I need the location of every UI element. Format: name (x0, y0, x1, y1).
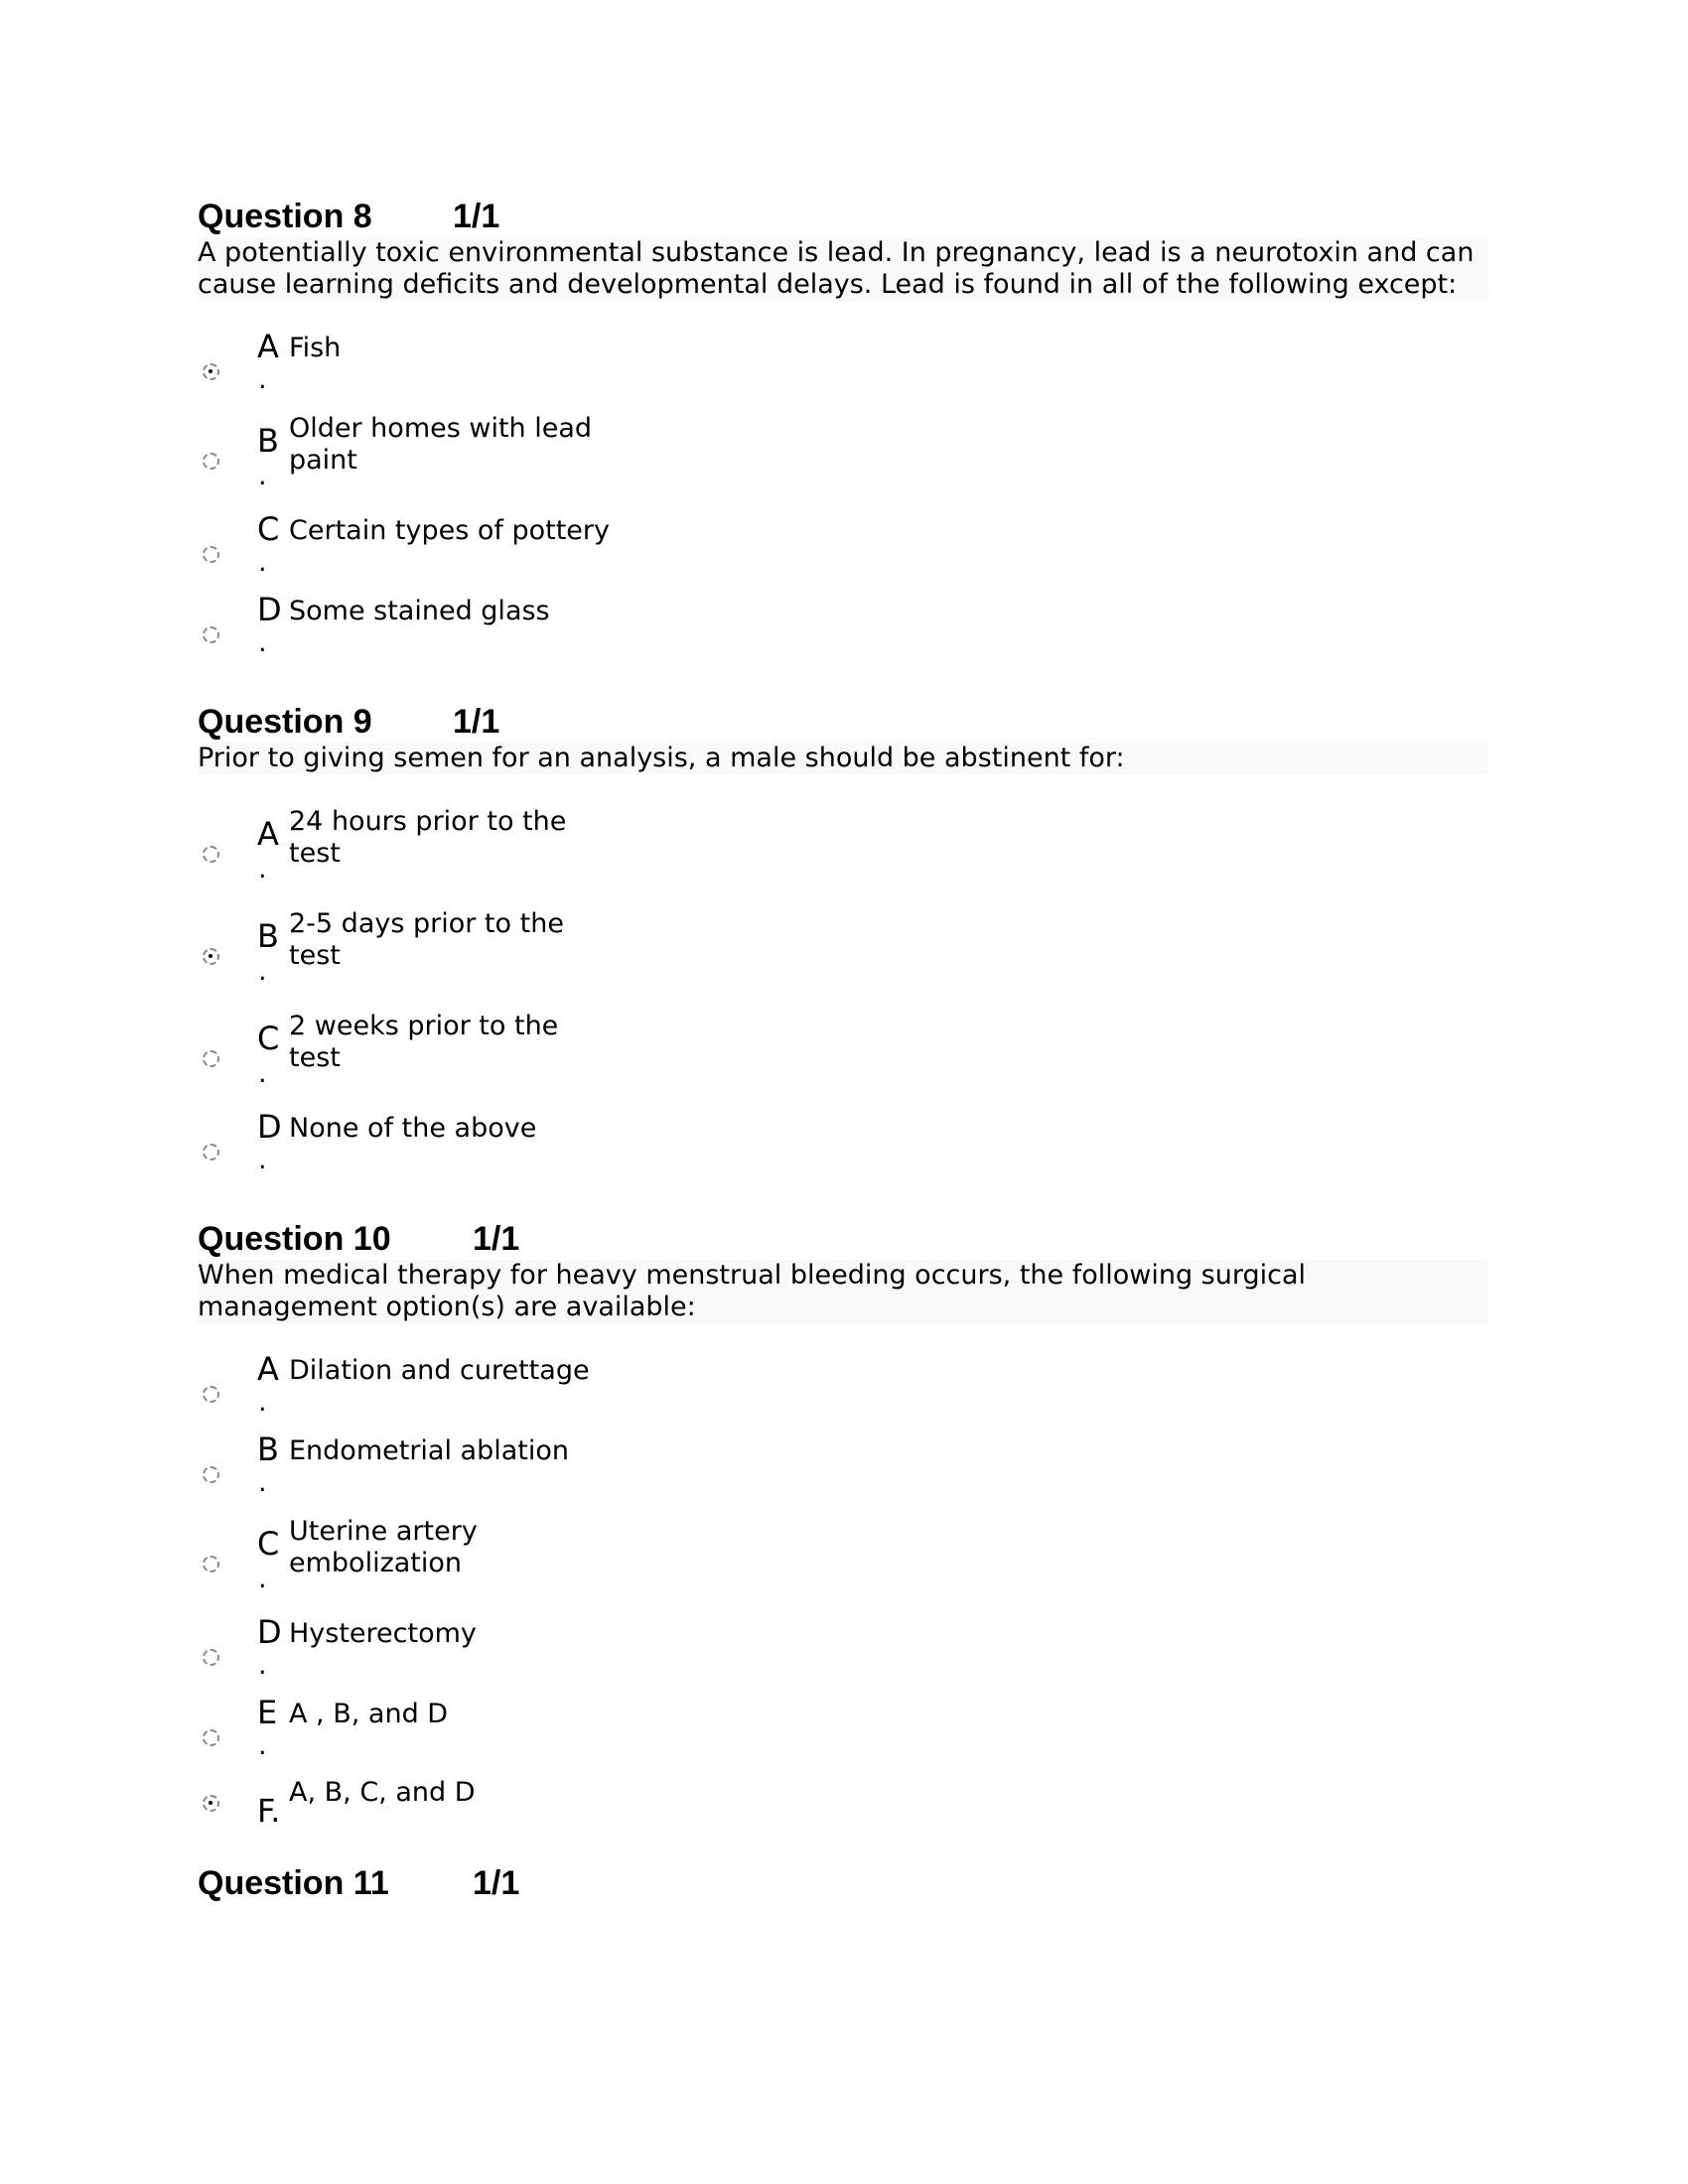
option-text: Dilation and curettage (289, 1355, 590, 1386)
radio-icon[interactable] (203, 1386, 219, 1403)
radio-icon[interactable] (203, 1050, 219, 1067)
question-prompt: A potentially toxic environmental substance is lead. In pregnancy, lead is a neurotoxin and can cause learning deficits and developmental delays. Lead is found in all of the following except: (198, 237, 1488, 301)
question-score: 1/1 (473, 1220, 520, 1258)
option-text: Fish (289, 333, 342, 363)
option-text: Hysterectomy (289, 1618, 477, 1649)
question-11 (198, 1862, 1488, 1904)
radio-icon[interactable] (203, 1556, 219, 1572)
option-text: A , B, and D (289, 1699, 449, 1729)
answer-options (198, 328, 1488, 665)
radio-selected-icon[interactable] (203, 1795, 219, 1812)
answer-option-a[interactable] (198, 1350, 1488, 1425)
option-text: Some stained glass (289, 596, 550, 626)
question-prompt: Prior to giving semen for an analysis, a male should be abstinent for: (198, 743, 1488, 774)
option-letter: A (257, 815, 279, 853)
question-header (198, 196, 1488, 237)
option-text: Endometrial ablation (289, 1435, 570, 1466)
question-9 (198, 701, 1488, 1182)
option-letter-dot: . (258, 627, 267, 658)
question-header (198, 1218, 1488, 1260)
answer-option-d[interactable] (198, 591, 1488, 665)
option-text: Certain types of pottery (289, 515, 610, 546)
option-text: None of the above (289, 1113, 537, 1144)
radio-icon[interactable] (203, 546, 219, 563)
radio-icon[interactable] (203, 846, 219, 863)
option-letter-dot: . (258, 364, 267, 395)
answer-option-a[interactable] (198, 804, 1488, 897)
answer-option-b[interactable] (198, 906, 1488, 1000)
option-text: 2 weeks prior to the test (289, 1011, 559, 1073)
radio-icon[interactable] (203, 453, 219, 470)
option-letter: A (257, 328, 279, 365)
option-text: Older homes with lead paint (289, 413, 593, 476)
option-letter: C (257, 1020, 280, 1057)
quiz-page (198, 196, 1488, 1940)
option-letter: C (257, 510, 280, 548)
radio-icon[interactable] (203, 1144, 219, 1160)
question-10 (198, 1218, 1488, 1830)
question-title: Question 8 (198, 198, 372, 235)
option-text: A, B, C, and D (289, 1777, 476, 1808)
option-letter-dot: . (258, 854, 267, 885)
radio-icon[interactable] (203, 1649, 219, 1666)
option-letter-dot: . (258, 1650, 267, 1681)
question-score: 1/1 (473, 1864, 520, 1902)
question-prompt: When medical therapy for heavy menstrual bleeding occurs, the following surgical management option(s) are available: (198, 1260, 1488, 1323)
option-letter-dot: . (258, 956, 267, 987)
answer-option-c[interactable] (198, 1009, 1488, 1102)
option-letter-dot: . (258, 1564, 267, 1594)
option-letter: C (257, 1525, 280, 1563)
question-score: 1/1 (453, 198, 500, 235)
option-text: 24 hours prior to the test (289, 806, 567, 869)
option-text: Uterine artery embolization (289, 1516, 478, 1578)
answer-option-e[interactable] (198, 1694, 1488, 1768)
option-letter: B (257, 422, 279, 460)
radio-icon[interactable] (203, 1729, 219, 1746)
answer-option-c[interactable] (198, 1514, 1488, 1607)
answer-option-f[interactable] (198, 1777, 1488, 1830)
option-letter: D (257, 591, 282, 628)
answer-option-b[interactable] (198, 411, 1488, 504)
option-letter: E (257, 1694, 278, 1731)
option-text: 2-5 days prior to the test (289, 908, 564, 971)
question-8 (198, 196, 1488, 665)
option-letter-dot: . (258, 1387, 267, 1418)
answer-option-b[interactable] (198, 1433, 1488, 1505)
answer-options (198, 804, 1488, 1182)
answer-options (198, 1350, 1488, 1830)
option-letter: D (257, 1613, 282, 1651)
radio-selected-icon[interactable] (203, 948, 219, 965)
option-letter: D (257, 1108, 282, 1146)
question-title: Question 10 (198, 1220, 391, 1258)
answer-option-a[interactable] (198, 328, 1488, 402)
question-header (198, 701, 1488, 743)
radio-selected-icon[interactable] (203, 363, 219, 380)
question-header (198, 1862, 1488, 1904)
option-letter-dot: . (258, 1145, 267, 1175)
answer-option-d[interactable] (198, 1613, 1488, 1688)
option-letter-dot: . (258, 1730, 267, 1761)
question-title: Question 9 (198, 703, 372, 741)
answer-option-d[interactable] (198, 1108, 1488, 1182)
radio-icon[interactable] (203, 626, 219, 643)
question-title: Question 11 (198, 1864, 389, 1902)
option-letter: A (257, 1350, 279, 1388)
option-letter: F. (257, 1792, 281, 1830)
radio-icon[interactable] (203, 1466, 219, 1483)
option-letter: B (257, 1431, 279, 1468)
question-score: 1/1 (453, 703, 500, 741)
option-letter-dot: . (258, 547, 267, 578)
answer-option-c[interactable] (198, 510, 1488, 585)
option-letter: B (257, 917, 279, 955)
option-letter-dot: . (258, 1058, 267, 1089)
option-letter-dot: . (258, 461, 267, 491)
option-letter-dot: . (258, 1467, 267, 1498)
